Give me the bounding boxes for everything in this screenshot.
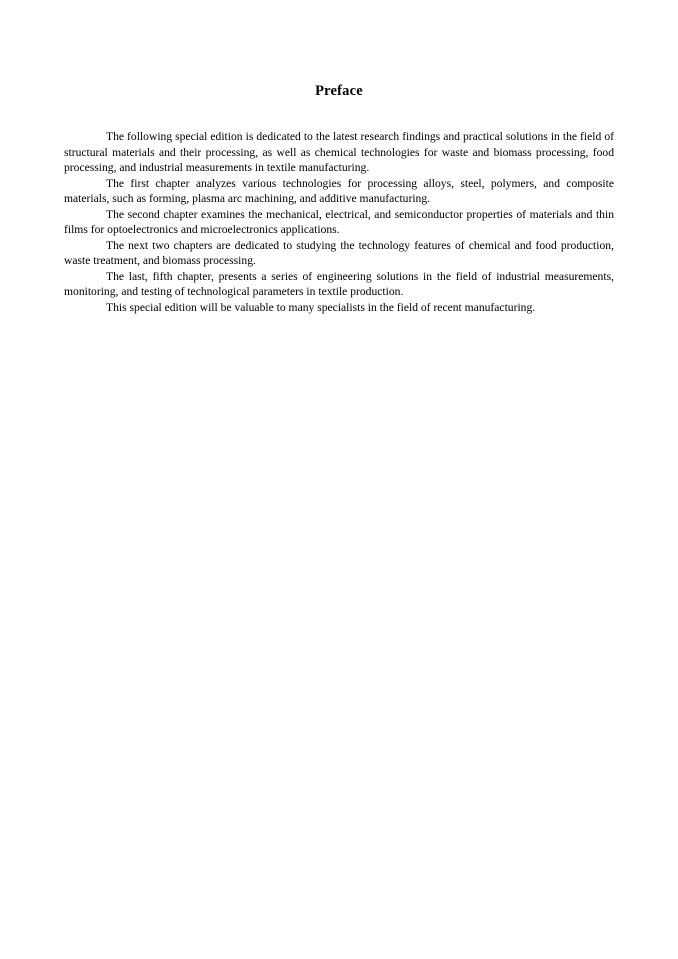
paragraph-chapter-one: The first chapter analyzes various technologies for processing alloys, steel, polymers, and composite materials, such as forming, plasma arc machining, and additive manufacturing. xyxy=(64,176,614,205)
paragraph-chapters-three-four: The next two chapters are dedicated to studying the technology features of chemical and food production, waste treatment, and biomass processing. xyxy=(64,238,614,267)
paragraph-chapter-five: The last, fifth chapter, presents a series of engineering solutions in the field of industrial measurements, monitoring, and testing of technological parameters in textile production. xyxy=(64,269,614,298)
preface-body xyxy=(64,129,614,315)
paragraph-chapter-two: The second chapter examines the mechanical, electrical, and semiconductor properties of materials and thin films for optoelectronics and microelectronics applications. xyxy=(64,207,614,236)
paragraph-closing: This special edition will be valuable to many specialists in the field of recent manufacturing. xyxy=(106,300,536,314)
paragraph-intro: The following special edition is dedicated to the latest research findings and practical solutions in the field of structural materials and their processing, as well as chemical technologies for waste and biomass processing, food processing, and industrial measurements in textile manufacturing. xyxy=(64,130,614,174)
page-title: Preface xyxy=(315,83,363,99)
